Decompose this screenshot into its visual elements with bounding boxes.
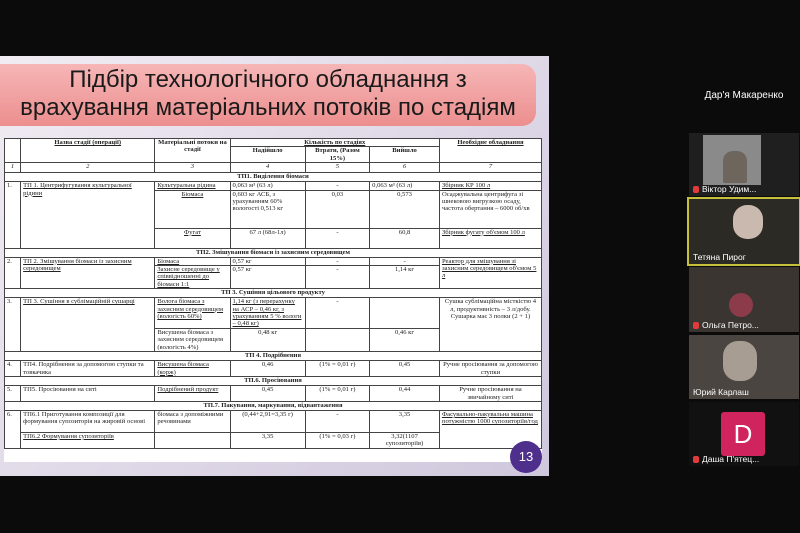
participant-name: Даша П'ятец... bbox=[693, 454, 759, 464]
title-line-1: Підбір технологічного обладнання з bbox=[69, 66, 467, 93]
equipment-cell: Збірник фугату об'ємом 100 л bbox=[439, 228, 541, 248]
participants-panel bbox=[641, 0, 800, 533]
col-num: 6 bbox=[370, 163, 440, 173]
col-num: 4 bbox=[230, 163, 305, 173]
out-cell bbox=[370, 298, 440, 329]
section-heading: ТП1. Виділення біомаси bbox=[5, 173, 542, 182]
stage-cell: ТП4. Подрібнення за допомогою ступки та товкачика bbox=[21, 361, 155, 377]
stage-cell: ТП6.2 Формування супозиторіїв bbox=[21, 432, 155, 448]
flow-cell: Захисне середовище у співвідношенні до біомаси 1:1 bbox=[155, 266, 230, 289]
person-silhouette bbox=[733, 205, 763, 239]
title-line-2: врахування матеріальних потоків по стадіям bbox=[20, 94, 516, 121]
participant-tile[interactable] bbox=[689, 335, 799, 399]
muted-mic-icon bbox=[693, 186, 699, 193]
flow-cell: Висушена біомаса з захисним середовищем (вологість 4%) bbox=[155, 328, 230, 351]
row-number: 3. bbox=[5, 298, 21, 352]
participant-name: Юрий Карлаш bbox=[693, 387, 749, 397]
row-number: 2. bbox=[5, 257, 21, 289]
out-cell: - bbox=[370, 257, 440, 265]
section-heading: ТП 4. Подрібнення bbox=[5, 352, 542, 361]
in-cell: 0,46 bbox=[230, 361, 305, 377]
flow-cell: Фугат bbox=[155, 228, 230, 248]
loss-cell: - bbox=[305, 182, 369, 190]
section-heading: ТП2. Змішування біомаси із захисним середовищем bbox=[5, 248, 542, 257]
flow-cell bbox=[155, 432, 230, 448]
flow-cell: Біомаса bbox=[155, 190, 230, 228]
col-num: 5 bbox=[305, 163, 369, 173]
header-flows: Матеріальні потоки на стадії bbox=[155, 139, 230, 163]
loss-cell: - bbox=[305, 257, 369, 265]
header-equipment: Необхідне обладнання bbox=[439, 139, 541, 163]
flow-cell: Подрібнений продукт bbox=[155, 386, 230, 402]
in-cell: 0,603 кг АСБ, з урахуванням 60% вологості 0,513 кг bbox=[230, 190, 305, 228]
page-number-badge: 13 bbox=[510, 441, 542, 473]
stage-cell: ТП 2. Змішування біомаси із захисним середовищем bbox=[21, 257, 155, 289]
equipment-cell: Фасувально-пакувальна машина потужністю 1000 супозиторіїв/год bbox=[439, 410, 541, 448]
person-silhouette bbox=[723, 341, 757, 381]
section-heading: ТП.6. Просіювання bbox=[5, 377, 542, 386]
in-cell: 0,45 bbox=[230, 386, 305, 402]
slide-title bbox=[0, 66, 536, 122]
in-cell: 0,063 м³ (63 л) bbox=[230, 182, 305, 190]
header-loss: Втрати, (Разом 15%) bbox=[305, 147, 369, 163]
avatar: D bbox=[721, 412, 765, 456]
header-stage: Назва стадії (операції) bbox=[21, 139, 155, 163]
section-heading: ТП 3. Сушіння цільового продукту bbox=[5, 289, 542, 298]
out-cell: 1,14 кг bbox=[370, 266, 440, 289]
stage-cell: ТП 3. Сушіння в сублімаційній сушарці bbox=[21, 298, 155, 352]
loss-cell: 0,03 bbox=[305, 190, 369, 228]
stage-cell: ТП 1. Центрифугування культуральної рідини bbox=[21, 182, 155, 248]
in-cell: 3,35 bbox=[230, 432, 305, 448]
loss-cell bbox=[305, 328, 369, 351]
flow-cell: Висушена біомаса (корж) bbox=[155, 361, 230, 377]
participant-tile[interactable] bbox=[689, 267, 799, 332]
row-number: 5. bbox=[5, 386, 21, 402]
flow-cell: біомаса з допоміжними речовинами bbox=[155, 410, 230, 432]
out-cell: 3,32(1107 супозиторіїв) bbox=[370, 432, 440, 448]
header-load: Надійшло bbox=[230, 147, 305, 163]
participant-name: Тетяна Пирог bbox=[693, 252, 746, 262]
row-number: 4. bbox=[5, 361, 21, 377]
participant-tile-active[interactable] bbox=[689, 199, 799, 264]
header-no bbox=[5, 139, 21, 163]
loss-cell: (1% = 0,03 г) bbox=[305, 432, 369, 448]
row-number: 1. bbox=[5, 182, 21, 248]
equipment-table bbox=[4, 138, 542, 462]
in-cell: 1,14 кг (з перерахунку на АСР – 0,46 кг, з урахуванням 5 % вологи – 0,48 кг) bbox=[230, 298, 305, 329]
stage-cell: ТП6.1 Приготування композиції для формування супозиторія на жировій основі bbox=[21, 410, 155, 432]
out-cell: 3,35 bbox=[370, 410, 440, 432]
col-num: 2 bbox=[21, 163, 155, 173]
col-num: 3 bbox=[155, 163, 230, 173]
loss-cell: - bbox=[305, 266, 369, 289]
participant-tile[interactable] bbox=[689, 133, 799, 196]
header-quantity: Кількість по стадіях bbox=[230, 139, 439, 147]
in-cell: 0,48 кг bbox=[230, 328, 305, 351]
equipment-cell: Осаджувальна центрифуга зі шнековою вигрузкою осаду, частота обертання – 6000 об/хв bbox=[439, 190, 541, 228]
flow-cell: Культуральна рідина bbox=[155, 182, 230, 190]
out-cell: 60,8 bbox=[370, 228, 440, 248]
in-cell: (0,44+2,91=3,35 г) bbox=[230, 410, 305, 432]
presentation-slide bbox=[0, 56, 549, 476]
out-cell: 0,45 bbox=[370, 361, 440, 377]
loss-cell: (1% = 0,01 г) bbox=[305, 386, 369, 402]
muted-mic-icon bbox=[693, 322, 699, 329]
col-num: 7 bbox=[439, 163, 541, 173]
section-heading: ТП.7. Пакування, маркування, відвантаження bbox=[5, 401, 542, 410]
loss-cell: - bbox=[305, 410, 369, 432]
loss-cell: - bbox=[305, 228, 369, 248]
out-cell: 0,573 bbox=[370, 190, 440, 228]
muted-mic-icon bbox=[693, 456, 699, 463]
equipment-cell: Ручне просіювання на звичайному ситі bbox=[439, 386, 541, 402]
loss-cell: - bbox=[305, 298, 369, 329]
in-cell: 0,57 кг bbox=[230, 257, 305, 265]
person-silhouette bbox=[729, 293, 753, 317]
equipment-cell: Збірник КР 100 л bbox=[439, 182, 541, 190]
video-feed bbox=[703, 135, 761, 185]
in-cell: 67 л (68л-1л) bbox=[230, 228, 305, 248]
flow-cell: Біомаса bbox=[155, 257, 230, 265]
out-cell: 0,44 bbox=[370, 386, 440, 402]
out-cell: 0,063 м³ (63 л) bbox=[370, 182, 440, 190]
header-out: Вийшло bbox=[370, 147, 440, 163]
equipment-cell: Ручне просіювання за допомогою ступки bbox=[439, 361, 541, 377]
equipment-cell: Сушка сублімаційна місткістю 4 л, продуктивність – 3 л/добу. Сушарка має 3 полки (2 + 1) bbox=[439, 298, 541, 352]
row-number: 6. bbox=[5, 410, 21, 448]
equipment-cell: Реактор для змішування зі захисним середовищем об'ємом 5 л bbox=[439, 257, 541, 289]
flow-cell: Волога біомаса з захисним середовищем (вологість 60%) bbox=[155, 298, 230, 329]
loss-cell: (1% = 0,01 г) bbox=[305, 361, 369, 377]
out-cell: 0,46 кг bbox=[370, 328, 440, 351]
stage-cell: ТП5. Просіювання на ситі bbox=[21, 386, 155, 402]
active-speaker-name: Дар'я Макаренко bbox=[704, 90, 784, 101]
person-silhouette bbox=[723, 151, 747, 183]
col-num: 1 bbox=[5, 163, 21, 173]
in-cell: 0,57 кг bbox=[230, 266, 305, 289]
participant-tile[interactable] bbox=[689, 402, 799, 466]
participant-name: Ольга Петро... bbox=[693, 320, 759, 330]
participant-name: Віктор Удим... bbox=[693, 184, 756, 194]
